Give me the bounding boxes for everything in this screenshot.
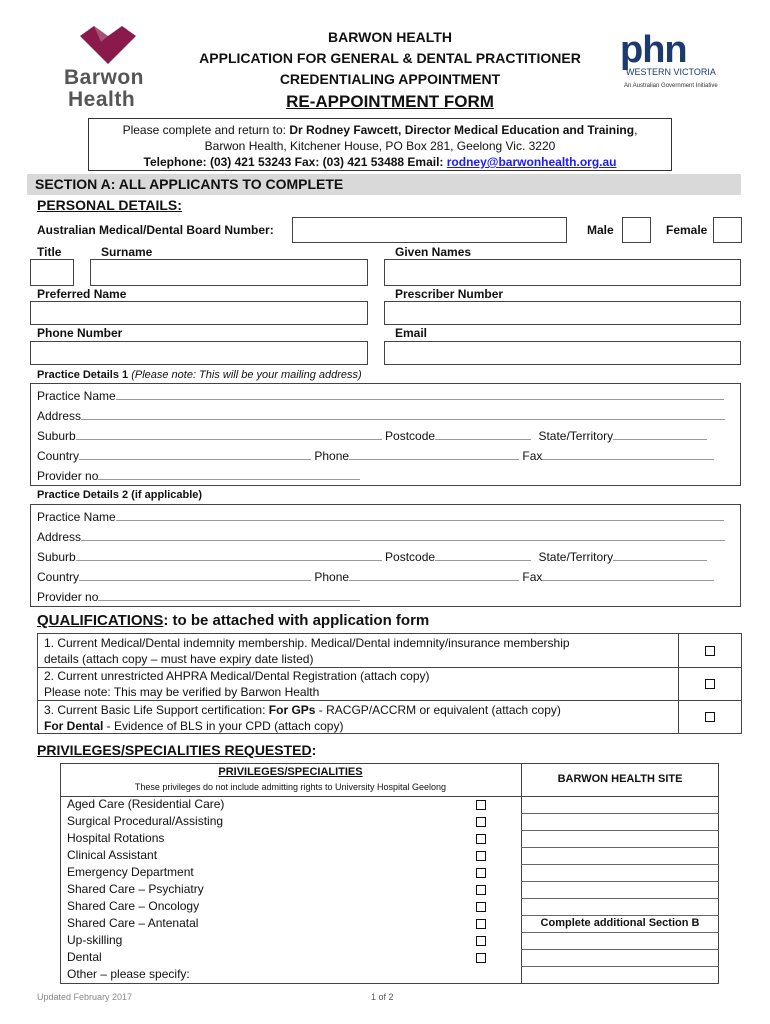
qual-item3-dental-suffix: - Evidence of BLS in your CPD (attach copy) [103, 719, 344, 733]
qual-item2-line1: 2. Current unrestricted AHPRA Medical/Dental Registration (attach copy) [44, 669, 430, 683]
practice2-name-label: Practice Name [37, 510, 116, 524]
qual-item3-gps: For GPs [268, 703, 316, 717]
privilege-item: Up-skilling [67, 933, 123, 947]
male-checkbox[interactable] [622, 217, 651, 243]
privileges-col-note: These privileges do not include admitting rights to University Hospital Geelong [134, 782, 447, 792]
given-names-label: Given Names [395, 245, 472, 259]
privilege-checkbox[interactable] [476, 953, 486, 963]
practice1-postcode-label: Postcode [385, 429, 436, 443]
practice2-postcode-label: Postcode [385, 550, 436, 564]
privileges-col-title: PRIVILEGES/SPECIALITIES [218, 766, 363, 778]
practice2-address-label: Address [37, 530, 82, 544]
privilege-checkbox[interactable] [476, 800, 486, 810]
logo-line2: Health [68, 88, 136, 111]
return-phone-fax: Telephone: (03) 421 53243 Fax: (03) 421 53488 Email: [143, 155, 447, 169]
practice1-fax-label: Fax [522, 449, 543, 463]
footer-updated: Updated February 2017 [37, 992, 133, 1002]
privilege-item: Hospital Rotations [67, 831, 165, 845]
phone-number-label: Phone Number [37, 326, 123, 340]
male-label: Male [587, 223, 614, 237]
practice1-country-label: Country [37, 449, 80, 463]
practice2-address-line[interactable] [81, 530, 725, 541]
practice1-state-line[interactable] [613, 429, 707, 440]
antenatal-note: Complete additional Section B [540, 917, 700, 929]
practice1-note: (Please note: This will be your mailing address) [131, 369, 362, 381]
phn-region: WESTERN VICTORIA [626, 67, 716, 77]
practice1-postcode-line[interactable] [435, 429, 531, 440]
board-number-label: Australian Medical/Dental Board Number: [37, 223, 274, 237]
practice1-phone-line[interactable] [349, 449, 519, 460]
form-title-line1: APPLICATION FOR GENERAL & DENTAL PRACTITIONER [199, 50, 581, 66]
practice1-suburb-line[interactable] [76, 429, 382, 440]
practice2-provider-line[interactable] [98, 590, 360, 601]
practice2-country-line[interactable] [79, 570, 311, 581]
practice2-fax-label: Fax [522, 570, 543, 584]
practice1-state-label: State/Territory [538, 429, 614, 443]
barwon-health-logo [60, 22, 156, 112]
privilege-checkbox[interactable] [476, 902, 486, 912]
female-label: Female [666, 223, 708, 237]
barwon-logo-mark [60, 22, 156, 67]
practice1-heading: Practice Details 1 [37, 369, 129, 381]
prescriber-number-input[interactable] [384, 301, 741, 325]
prescriber-number-label: Prescriber Number [395, 287, 504, 301]
surname-input[interactable] [90, 259, 368, 286]
surname-label: Surname [101, 245, 153, 259]
practice2-postcode-line[interactable] [435, 550, 531, 561]
email-link[interactable]: rodney@barwonhealth.org.au [446, 155, 617, 169]
return-info-box: Please complete and return to: Dr Rodney Fawcett, Director Medical Education and Training, Barwon Health, Kitchener House, PO Box 281, Geelong Vic. 3220 Telephone: (03) 421 53243 Fax: (03) 421 53488 Email: rodney@barwonhealth.org.au [88, 118, 672, 171]
phn-tagline: An Australian Government Initiative [624, 83, 718, 89]
personal-details-heading: PERSONAL DETAILS: [37, 197, 182, 213]
privilege-checkbox[interactable] [476, 885, 486, 895]
logo-line1: Barwon [64, 66, 145, 89]
section-a-header: SECTION A: ALL APPLICANTS TO COMPLETE [27, 174, 741, 195]
form-title-line2: CREDENTIALING APPOINTMENT [279, 71, 501, 87]
practice1-address-label: Address [37, 409, 82, 423]
return-prefix: Please complete and return to: [122, 123, 290, 137]
practice1-name-label: Practice Name [37, 389, 116, 403]
return-contact: Dr Rodney Fawcett, Director Medical Education and Training [289, 123, 635, 137]
qual-item3-suffix: - RACGP/ACCRM or equivalent (attach copy) [315, 703, 561, 717]
preferred-name-input[interactable] [30, 301, 368, 325]
footer-page: 1 of 2 [371, 992, 394, 1002]
female-checkbox[interactable] [713, 217, 742, 243]
title-input[interactable] [30, 259, 74, 286]
practice1-suburb-label: Suburb [37, 429, 76, 443]
preferred-name-label: Preferred Name [37, 287, 127, 301]
qualifications-heading: QUALIFICATIONS [37, 612, 164, 629]
practice2-state-label: State/Territory [538, 550, 614, 564]
practice2-heading: Practice Details 2 (if applicable) [37, 489, 203, 501]
practice2-name-line[interactable] [116, 510, 724, 521]
privilege-item: Other – please specify: [67, 967, 190, 981]
practice2-phone-line[interactable] [349, 570, 519, 581]
qual-item2-checkbox[interactable] [705, 679, 715, 689]
qual-item1-checkbox[interactable] [705, 646, 715, 656]
board-number-input[interactable] [292, 217, 567, 243]
given-names-input[interactable] [384, 259, 741, 286]
privilege-checkbox[interactable] [476, 834, 486, 844]
practice2-phone-label: Phone [314, 570, 350, 584]
qual-item1-line1: 1. Current Medical/Dental indemnity membership. Medical/Dental indemnity/insurance membership [44, 636, 570, 650]
email-input[interactable] [384, 341, 741, 365]
privilege-checkbox[interactable] [476, 817, 486, 827]
email-label: Email [395, 326, 428, 340]
practice1-phone-label: Phone [314, 449, 350, 463]
privilege-checkbox[interactable] [476, 868, 486, 878]
privilege-item: Clinical Assistant [67, 848, 158, 862]
practice1-address-line[interactable] [81, 409, 725, 420]
qual-item2-line2: Please note: This may be verified by Barwon Health [44, 685, 320, 699]
practice2-suburb-label: Suburb [37, 550, 76, 564]
privilege-checkbox[interactable] [476, 851, 486, 861]
site-header: BARWON HEALTH SITE [557, 773, 683, 785]
practice1-provider-label: Provider no [37, 469, 99, 483]
practice1-fax-line[interactable] [542, 449, 714, 460]
practice1-provider-line[interactable] [98, 469, 360, 480]
privilege-item: Shared Care – Psychiatry [67, 882, 204, 896]
qual-item3-prefix: 3. Current Basic Life Support certification: [44, 703, 269, 717]
form-title: RE-APPOINTMENT FORM [286, 92, 494, 111]
practice1-name-line[interactable] [116, 389, 724, 400]
qual-item1-line2: details (attach copy – must have expiry date listed) [44, 652, 314, 666]
org-name: BARWON HEALTH [328, 29, 452, 45]
return-address: Barwon Health, Kitchener House, PO Box 281, Geelong Vic. 3220 [204, 139, 556, 153]
privilege-item: Surgical Procedural/Assisting [67, 814, 224, 828]
practice1-country-line[interactable] [79, 449, 311, 460]
privilege-item: Shared Care – Oncology [67, 899, 200, 913]
practice2-fax-line[interactable] [542, 570, 714, 581]
privileges-list [67, 796, 467, 983]
privileges-heading: PRIVILEGES/SPECIALITIES REQUESTED [37, 742, 312, 758]
qual-item3-dental: For Dental [44, 719, 104, 733]
title-label: Title [37, 245, 62, 259]
practice2-provider-label: Provider no [37, 590, 99, 604]
phn-wordmark: phn [620, 29, 687, 71]
phn-logo [620, 29, 740, 95]
practice2-state-line[interactable] [613, 550, 707, 561]
practice2-suburb-line[interactable] [76, 550, 382, 561]
privilege-checkbox[interactable] [476, 936, 486, 946]
phone-number-input[interactable] [30, 341, 368, 365]
privilege-item: Dental [67, 950, 102, 964]
privilege-item: Aged Care (Residential Care) [67, 797, 225, 811]
qual-item3-checkbox[interactable] [705, 712, 715, 722]
practice2-country-label: Country [37, 570, 80, 584]
privilege-item: Emergency Department [67, 865, 194, 879]
privilege-checkbox[interactable] [476, 919, 486, 929]
privilege-item: Shared Care – Antenatal [67, 916, 199, 930]
